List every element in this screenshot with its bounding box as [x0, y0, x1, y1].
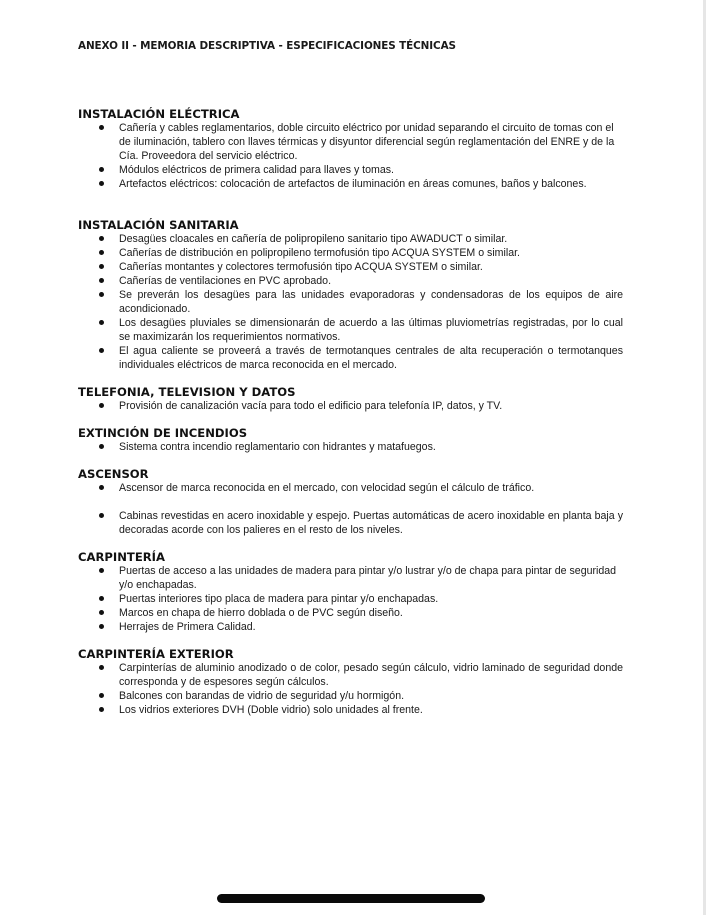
- bullet-icon: [99, 125, 104, 130]
- bullet-icon: [99, 513, 104, 518]
- bullet-icon: [99, 292, 104, 297]
- list-telefonia: [78, 399, 623, 413]
- section-title-carpinteria: CARPINTERÍA: [78, 550, 165, 564]
- section-title-carpinteria-exterior: CARPINTERÍA EXTERIOR: [78, 647, 234, 661]
- home-indicator-bar[interactable]: [217, 894, 485, 903]
- list-item: Los desagües pluviales se dimensionarán de acuerdo a las últimas pluviometrías registradas, por lo cual se maximizarán los requerimientos normativos.: [78, 316, 623, 344]
- list-item: Desagües cloacales en cañería de polipropileno sanitario tipo AWADUCT o similar.: [78, 232, 623, 246]
- list-item: Herrajes de Primera Calidad.: [78, 620, 623, 634]
- list-item: Puertas interiores tipo placa de madera para pintar y/o enchapadas.: [78, 592, 623, 606]
- bullet-icon: [99, 665, 104, 670]
- list-sanitaria: [78, 232, 623, 372]
- bullet-icon: [99, 181, 104, 186]
- bullet-icon: [99, 278, 104, 283]
- bullet-icon: [99, 320, 104, 325]
- list-item: Cabinas revestidas en acero inoxidable y espejo. Puertas automáticas de acero inoxidable en planta baja y decoradas acorde con los palieres en el resto de los niveles.: [78, 509, 623, 537]
- list-item: Cañerías de distribución en polipropileno termofusión tipo ACQUA SYSTEM o similar.: [78, 246, 623, 260]
- list-item: Balcones con barandas de vidrio de seguridad y/u hormigón.: [78, 689, 623, 703]
- list-item: Los vidrios exteriores DVH (Doble vidrio) solo unidades al frente.: [78, 703, 623, 717]
- bullet-icon: [99, 568, 104, 573]
- list-item: Carpinterías de aluminio anodizado o de color, pesado según cálculo, vidrio laminado de seguridad donde corresponda y de espesores según cálculos.: [78, 661, 623, 689]
- list-item: Puertas de acceso a las unidades de madera para pintar y/o lustrar y/o de chapa para pintar de seguridad y/o enchapadas.: [78, 564, 623, 592]
- list-item: Módulos eléctricos de primera calidad para llaves y tomas.: [78, 163, 623, 177]
- list-item: Cañerías montantes y colectores termofusión tipo ACQUA SYSTEM o similar.: [78, 260, 623, 274]
- bullet-icon: [99, 596, 104, 601]
- list-carpinteria: [78, 564, 623, 634]
- list-item: Ascensor de marca reconocida en el mercado, con velocidad según el cálculo de tráfico.: [78, 481, 623, 495]
- bullet-icon: [99, 485, 104, 490]
- bullet-icon: [99, 348, 104, 353]
- list-incendios: [78, 440, 623, 454]
- list-item: El agua caliente se proveerá a través de termotanques centrales de alta recuperación o termotanques individuales eléctricos de marca reconocida en el mercado.: [78, 344, 623, 372]
- section-title-incendios: EXTINCIÓN DE INCENDIOS: [78, 426, 248, 440]
- bullet-icon: [99, 610, 104, 615]
- list-item: Cañerías de ventilaciones en PVC aprobado.: [78, 274, 623, 288]
- bullet-icon: [99, 624, 104, 629]
- list-carpinteria-exterior: [78, 661, 623, 717]
- section-title-sanitaria: INSTALACIÓN SANITARIA: [78, 218, 239, 232]
- section-title-telefonia: TELEFONIA, TELEVISION Y DATOS: [78, 385, 296, 399]
- list-item: Artefactos eléctricos: colocación de artefactos de iluminación en áreas comunes, baños y balcones.: [78, 177, 623, 191]
- list-item: Se preverán los desagües para las unidades evaporadoras y condensadoras de los equipos de aire acondicionado.: [78, 288, 623, 316]
- bullet-icon: [99, 693, 104, 698]
- list-ascensor: [78, 481, 623, 537]
- bullet-icon: [99, 236, 104, 241]
- section-title-ascensor: ASCENSOR: [78, 467, 149, 481]
- list-item: Cañería y cables reglamentarios, doble circuito eléctrico por unidad separando el circuito de tomas con el de iluminación, tablero con llaves térmicas y disyuntor diferencial según reglamentación del ENRE y de la Cía. Proveedora del servicio eléctrico.: [78, 121, 623, 163]
- bullet-icon: [99, 167, 104, 172]
- bullet-icon: [99, 403, 104, 408]
- list-item: Marcos en chapa de hierro doblada o de PVC según diseño.: [78, 606, 623, 620]
- bullet-icon: [99, 250, 104, 255]
- list-item: Provisión de canalización vacía para todo el edificio para telefonía IP, datos, y TV.: [78, 399, 623, 413]
- document-header: ANEXO II - MEMORIA DESCRIPTIVA - ESPECIFICACIONES TÉCNICAS: [78, 40, 456, 52]
- list-item: Sistema contra incendio reglamentario con hidrantes y matafuegos.: [78, 440, 623, 454]
- bullet-icon: [99, 264, 104, 269]
- list-electrica: [78, 121, 623, 191]
- bullet-icon: [99, 707, 104, 712]
- bullet-icon: [99, 444, 104, 449]
- section-title-electrica: INSTALACIÓN ELÉCTRICA: [78, 107, 240, 121]
